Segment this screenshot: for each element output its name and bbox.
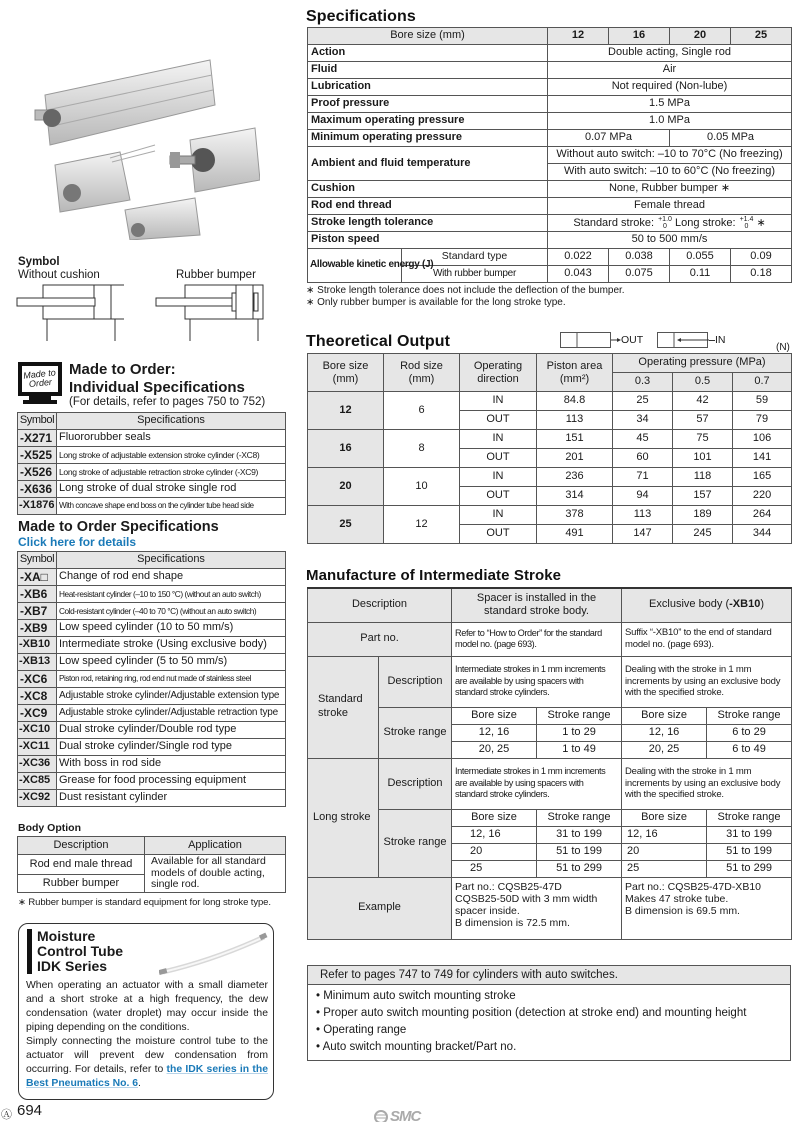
auto-switch-list <box>308 985 790 1056</box>
table-row: Rod end male thread Available for all standard models of double acting, single rod. <box>18 855 286 875</box>
moisture-body-2: Simply connecting the moisture control tube to the actuator will prevent dew condensation from occurring. For details, refer to <box>26 1036 268 1075</box>
col-symbol: Symbol <box>18 552 57 569</box>
col-description: Description <box>18 837 145 855</box>
table-row: -XB13 Low speed cylinder (5 to 50 mm/s) <box>18 654 286 671</box>
list-item: • Auto switch mounting bracket/Part no. <box>316 1041 517 1053</box>
table-row: -X1876 With concave shape end boss on the cylinder tube head side <box>18 498 286 515</box>
table-row: 25 12 IN 378 113 189 264 <box>308 506 792 525</box>
col-specifications: Specifications <box>57 552 286 569</box>
table-row: -XC11 Dual stroke cylinder/Single rod type <box>18 739 286 756</box>
body-option-title: Body Option <box>18 822 81 834</box>
col-bore-size: Bore size (mm) <box>308 354 384 392</box>
table-row: 20 51 to 199 20 51 to 199 <box>308 843 792 860</box>
specifications-table: Bore size (mm) 12 16 20 25 Action Double acting, Single rod Fluid Air Lubrication Not required (Non-lube) Proof pressure 1.5 MPa Maximum operating pressure 1.0 MPa Minimum operating pressure 0.07 MPa 0.05 MPa Ambient and fluid temperature Without auto switch: –10 to 70°C (No freezing) With auto switch: –10 to 60°C (No freezing) Cushion None, Rubber bumper ∗ Rod end thread Female thread Stroke length tolerance Standard stroke: +1.0 0 Long stroke: +1.4 0 ∗ Piston speed 50 to 500 mm/s Allowable kinetic energy (J) Standard type 0.022 0.038 0.055 0.09 With rubber bumper 0.043 0.075 0.11 0.18 <box>307 27 791 283</box>
mto-specs-title: Made to Order Specifications <box>18 519 219 535</box>
spec-row-rod-end-thread: Rod end thread Female thread <box>308 198 792 215</box>
col-rod-size: Rod size (mm) <box>384 354 460 392</box>
rubber-bumper-label: Rubber bumper <box>176 269 256 281</box>
spec-row-lubrication: Lubrication Not required (Non-lube) <box>308 79 792 96</box>
table-row: 12 6 IN 84.8 25 42 59 <box>308 392 792 411</box>
mto-specs-table <box>17 551 286 807</box>
table-row: 16 8 IN 151 45 75 106 <box>308 430 792 449</box>
cylinder-photo-icon <box>30 30 260 240</box>
product-photo <box>30 30 260 240</box>
click-here-link[interactable]: Click here for details <box>18 535 137 549</box>
table-row: -XB9 Low speed cylinder (10 to 50 mm/s) <box>18 620 286 637</box>
part-no-row: Part no. Refer to “How to Order” for the standard model no. (page 693). Suffix “-XB10” to the end of standard model no. (page 693). <box>308 622 792 656</box>
table-row: -XB7 Cold-resistant cylinder (–40 to 70 °C) (without an auto switch) <box>18 603 286 620</box>
list-item: • Proper auto switch mounting position (detection at stroke end) and mounting height <box>316 1007 747 1019</box>
moisture-body-1: When operating an actuator with a small diameter and a short stroke at a high frequency, the dew condensation (water droplet) may occur inside the piping depending on the conditions. <box>26 980 268 1033</box>
table-row: -XC36 With boss in rod side <box>18 756 286 773</box>
smc-logo-icon <box>374 1110 388 1122</box>
moisture-title-3: IDK Series <box>37 958 108 974</box>
col-application: Application <box>145 837 286 855</box>
table-row: -X526 Long stroke of adjustable retraction stroke cylinder (-XC9) <box>18 464 286 481</box>
body-option-table <box>17 836 286 893</box>
spec-row-cushion: Cushion None, Rubber bumper ∗ <box>308 181 792 198</box>
spec-row-action: Action Double acting, Single rod <box>308 45 792 62</box>
mto-individual-title-2: Individual Specifications <box>69 379 245 396</box>
mto-individual-title-1: Made to Order: <box>69 361 176 378</box>
table-row: OUT 314 94 157 220 <box>308 487 792 506</box>
col-exclusive: Exclusive body (-XB10) <box>622 588 792 622</box>
table-row: OUT 113 34 57 79 <box>308 411 792 430</box>
table-row: OUT 201 60 101 141 <box>308 449 792 468</box>
table-row: -X636 Long stroke of dual stroke single rod <box>18 481 286 498</box>
bore-size-header: Bore size (mm) <box>308 28 548 45</box>
table-row: 20 10 IN 236 71 118 165 <box>308 468 792 487</box>
table-row: 12, 16 31 to 199 12, 16 31 to 199 <box>308 826 792 843</box>
cylinder-in-icon <box>657 332 709 348</box>
table-row: -XC92 Dust resistant cylinder <box>18 790 286 807</box>
spec-row-kinetic-standard: Allowable kinetic energy (J) Standard type 0.022 0.038 0.055 0.09 <box>308 249 792 266</box>
smc-logo-text: SMC <box>390 1108 421 1122</box>
auto-switch-box <box>307 965 791 1061</box>
spec-row-stroke-tolerance: Stroke length tolerance Standard stroke: +1.0 0 Long stroke: +1.4 0 ∗ <box>308 215 792 232</box>
moisture-title-1: Moisture <box>37 928 96 944</box>
arrow-right-icon <box>611 332 621 348</box>
table-row: 12, 16 1 to 29 12, 16 6 to 29 <box>308 724 792 741</box>
table-row: -XC85 Grease for food processing equipment <box>18 773 286 790</box>
theoretical-output-title: Theoretical Output <box>306 333 451 350</box>
table-row: OUT 491 147 245 344 <box>308 525 792 544</box>
made-to-order-badge-text: Made to Order <box>22 367 57 390</box>
in-label: IN <box>715 334 726 346</box>
accent-bar <box>27 929 32 974</box>
spec-note-2: ∗ Only rubber bumper is available for the long stroke type. <box>306 297 566 308</box>
theoretical-output-table: Bore size (mm) Rod size (mm) Operating direction Piston area (mm²) Operating pressure (MPa) 0.3 0.5 0.7 12 6 IN 84.8 25 42 59 OUT 113 34 57 79 16 8 IN 151 45 75 106 OUT 201 60 101 141 20 10 IN 236 71 118 165 OUT 314 94 157 220 25 12 IN 378 113 189 264 OUT 491 147 245 344 <box>307 353 791 544</box>
page-number: 694 <box>17 1102 43 1119</box>
mto-individual-table <box>17 412 286 515</box>
table-row: 25 51 to 299 25 51 to 299 <box>308 860 792 877</box>
in-direction-diagram <box>657 332 726 348</box>
spec-row-temperature: Ambient and fluid temperature Without auto switch: –10 to 70°C (No freezing) <box>308 147 792 164</box>
application-text: Available for all standard models of double acting, single rod. <box>145 855 286 893</box>
made-to-order-badge <box>18 362 62 404</box>
moisture-control-box <box>18 923 274 1100</box>
spec-note-1: ∗ Stroke length tolerance does not include the deflection of the bumper. <box>306 285 625 296</box>
cylinder-out-icon <box>560 332 612 348</box>
out-direction-diagram <box>560 332 643 348</box>
symbol-title: Symbol <box>18 256 60 268</box>
col-piston-area: Piston area (mm²) <box>537 354 613 392</box>
spec-row-kinetic-rubber: With rubber bumper 0.043 0.075 0.11 0.18 <box>308 266 792 283</box>
col-spacer: Spacer is installed in the standard stroke body. <box>452 588 622 622</box>
col-symbol: Symbol <box>18 413 57 430</box>
col-specifications: Specifications <box>57 413 286 430</box>
spec-row-min-pressure: Minimum operating pressure 0.07 MPa 0.05 MPa <box>308 130 792 147</box>
moisture-title-2: Control Tube <box>37 943 124 959</box>
specifications-title: Specifications <box>306 8 416 25</box>
table-row: -X271 Fluororubber seals <box>18 430 286 447</box>
table-row: Rubber bumper <box>18 875 286 893</box>
long-stroke-desc-row: Long stroke Description Intermediate strokes in 1 mm increments are available by using spacers with standard stroke cylinders. Dealing with the stroke in 1 mm increments by using an exclusive body with the specified stroke. <box>308 758 792 809</box>
standard-stroke-desc-row: Standard stroke Description Intermediate strokes in 1 mm increments are available by using spacers with standard stroke cylinders. Dealing with the stroke in 1 mm increments by using an exclusive body with the specified stroke. <box>308 656 792 707</box>
smc-logo <box>374 1108 420 1122</box>
mto-individual-subtitle: (For details, refer to pages 750 to 752) <box>69 396 266 408</box>
spec-row-max-pressure: Maximum operating pressure 1.0 MPa <box>308 113 792 130</box>
table-row: -XC9 Adjustable stroke cylinder/Adjustable retraction type <box>18 705 286 722</box>
moisture-body: When operating an actuator with a small diameter and a short stroke at a high frequency, the dew condensation (water droplet) may occur inside the piping depending on the conditions. Simply connecting the moisture control tube to the actuator will prevent dew condensation from occurring. For details, refer to the IDK series in the Best Pneumatics No. 6. <box>26 980 268 1089</box>
table-row: -XC6 Piston rod, retaining ring, rod end nut made of stainless steel <box>18 671 286 688</box>
auto-switch-header: Refer to pages 747 to 749 for cylinders with auto switches. <box>308 966 790 985</box>
table-row: -XB10 Intermediate stroke (Using exclusive body) <box>18 637 286 654</box>
col-operating-pressure: Operating pressure (MPa) <box>613 354 792 373</box>
intermediate-stroke-table: Description Spacer is installed in the standard stroke body. Exclusive body (-XB10) Part no. Refer to “How to Order” for the standard model no. (page 693). Suffix “-XB10” to the end of standard model no. (page 693). Standard stroke Description Intermediate strokes in 1 mm increments are available by using spacers with standard stroke cylinders. Dealing with the stroke in 1 mm increments by using an exclusive body with the specified stroke. Stroke range Bore size Stroke range Bore size Stroke range 12, 16 1 to 29 12, 16 6 to 29 20, 25 1 to 49 20, 25 6 to 49 Long stroke Description Intermediate strokes in 1 mm increments are available by using spacers with standard stroke cylinders. Dealing with the stroke in 1 mm increments by using an exclusive body with the specified stroke. Stroke range Bore size Stroke range Bore size Stroke range 12, 16 31 to 199 12, 16 31 to 199 20 51 to 199 20 51 to 199 25 51 to 299 25 51 to 299 Example Part no.: CQSB25-47D CQSB25-50D with 3 mm width spacer inside. B dimension is 72.5 mm. Part no.: CQSB25-47D-XB10 Makes 47 stroke tube. B dimension is 69.5 mm. <box>307 587 791 940</box>
list-item: • Minimum auto switch mounting stroke <box>316 990 516 1002</box>
table-row: -XC10 Dual stroke cylinder/Double rod type <box>18 722 286 739</box>
spec-row-proof-pressure: Proof pressure 1.5 MPa <box>308 96 792 113</box>
table-row: -XC8 Adjustable stroke cylinder/Adjustable extension type <box>18 688 286 705</box>
spec-row-fluid: Fluid Air <box>308 62 792 79</box>
rubber-bumper-symbol-icon <box>155 284 265 342</box>
intermediate-stroke-title: Manufacture of Intermediate Stroke <box>306 567 562 584</box>
footer-marker-icon: Ⓐ <box>1 1109 12 1121</box>
idk-series-link[interactable]: the IDK series in the Best Pneumatics No. 6 <box>26 1064 268 1089</box>
table-row: 20, 25 1 to 49 20, 25 6 to 49 <box>308 741 792 758</box>
without-cushion-symbol-icon <box>16 284 124 342</box>
spec-row-piston-speed: Piston speed 50 to 500 mm/s <box>308 232 792 249</box>
col-direction: Operating direction <box>460 354 537 392</box>
without-cushion-label: Without cushion <box>18 269 100 281</box>
col-description: Description <box>308 588 452 622</box>
table-row: -XA□ Change of rod end shape <box>18 569 286 586</box>
body-option-note: ∗ Rubber bumper is standard equipment for long stroke type. <box>18 897 271 908</box>
table-row: -X525 Long stroke of adjustable extension stroke cylinder (-XC8) <box>18 447 286 464</box>
list-item: • Operating range <box>316 1024 407 1036</box>
table-row: -XB6 Heat-resistant cylinder (–10 to 150 °C) (without an auto switch) <box>18 586 286 603</box>
unit-label: (N) <box>776 342 790 353</box>
example-row: Example Part no.: CQSB25-47D CQSB25-50D with 3 mm width spacer inside. B dimension is 72.5 mm. Part no.: CQSB25-47D-XB10 Makes 47 stroke tube. B dimension is 69.5 mm. <box>308 877 792 939</box>
out-label: OUT <box>621 334 644 346</box>
tube-image-icon <box>159 932 269 977</box>
